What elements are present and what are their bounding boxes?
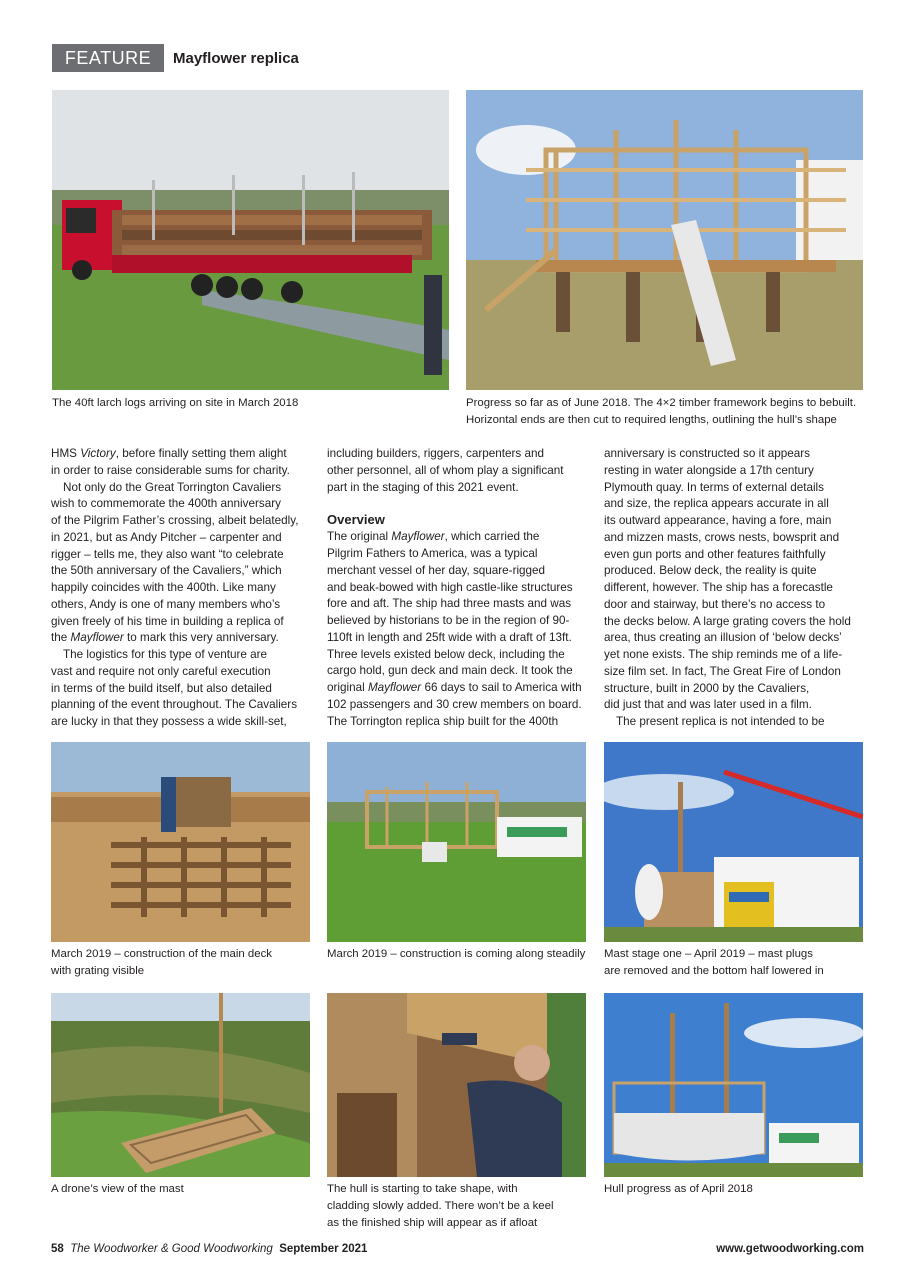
- body-column-2: including builders, riggers, carpenters and other personnel, all of whom play a significant part in the staging of this 2021 event. Overview The original Mayflower, which carried the Pilgrim Fathers to America, was a typical merchant vessel of her day, square-rigged and beak-bowed with high castle-like structures fore and aft. The ship had three masts and was believed by historians to be in the region of 90- 110ft in length and 25ft wide with a draft of 13ft. Three levels existed below deck, including the cargo hold, gun deck and main deck. It took the original Mayflower 66 days to sail to America with 102 passengers and 30 crew members on board. The Torrington replica ship built for the 400th: [327, 446, 589, 730]
- photo-hull-cladding: [327, 993, 586, 1177]
- caption-drone-view: A drone’s view of the mast: [51, 1183, 184, 1195]
- section-title: Mayflower replica: [173, 50, 299, 67]
- photo-larch-logs-truck: [52, 90, 449, 390]
- photo-mast-stage-one: [604, 742, 863, 942]
- caption-timber-framework: Progress so far as of June 2018. The 4×2 timber framework begins to bebuilt. Horizontal ends are then cut to required lengths, outlining the hull’s shape: [466, 397, 857, 426]
- website-url: www.getwoodworking.com: [716, 1243, 864, 1255]
- body-column-3: anniversary is constructed so it appears resting in water alongside a 17th century Plymouth quay. In terms of external details and size, the replica appears accurate in all its outward appearance, having a fore, main and mizzen masts, crows nests, bowsprit and even gun ports and other features faithfully produced. Below deck, the reality is quite different, however. The ship has a forecastle door and stairway, but there’s no access to the decks below. A large grating covers the hold area, thus creating an illusion of ‘below decks’ yet none exists. The ship reminds me of a life- size film set. In fact, The Great Fire of London structure, built in 2000 by the Cavaliers, did just that and was later used in a film. The present replica is not intended to be: [604, 447, 851, 728]
- feature-badge: FEATURE: [52, 44, 164, 72]
- photo-main-deck-grating: [51, 742, 310, 942]
- caption-larch-logs: The 40ft larch logs arriving on site in March 2018: [52, 397, 299, 409]
- caption-mast-stage-one: Mast stage one – April 2019 – mast plugs are removed and the bottom half lowered in: [604, 948, 824, 977]
- issue-date: September 2021: [279, 1243, 368, 1255]
- caption-main-deck: March 2019 – construction of the main deck with grating visible: [51, 948, 272, 977]
- caption-construction-steadily: March 2019 – construction is coming along steadily: [327, 948, 586, 960]
- body-column-1: HMS Victory, before finally setting them alight in order to raise considerable sums for charity. Not only do the Great Torrington Cavaliers wish to commemorate the 400th anniversary of the Pilgrim Father’s crossing, albeit belatedly, in 2021, but as Andy Pitcher – carpenter and rigger – tells me, they also want “to celebrate the 50th anniversary of the Cavaliers,” which happily coincides with the 400th. Like many others, Andy is one of many members who’s given freely of his time in building a replica of the Mayflower to mark this very anniversary. The logistics for this type of venture are vast and require not only careful execution in terms of the build itself, but also detailed planning of the event throughout. The Cavaliers are lucky in that they possess a wide skill-set,: [51, 447, 299, 728]
- photo-drone-view-mast: [51, 993, 310, 1177]
- photo-hull-progress-april: [604, 993, 863, 1177]
- overview-heading: Overview: [327, 512, 385, 528]
- photo-construction-steadily: [327, 742, 586, 942]
- photo-timber-framework: [466, 90, 863, 390]
- magazine-title: The Woodworker & Good Woodworking: [70, 1243, 273, 1255]
- caption-hull-progress-april: Hull progress as of April 2018: [604, 1183, 753, 1195]
- page-footer-left: [51, 1243, 367, 1255]
- page-number: 58: [51, 1243, 64, 1255]
- caption-hull-cladding: The hull is starting to take shape, with cladding slowly added. There won’t be a keel as the finished ship will appear as if afloat: [327, 1183, 554, 1229]
